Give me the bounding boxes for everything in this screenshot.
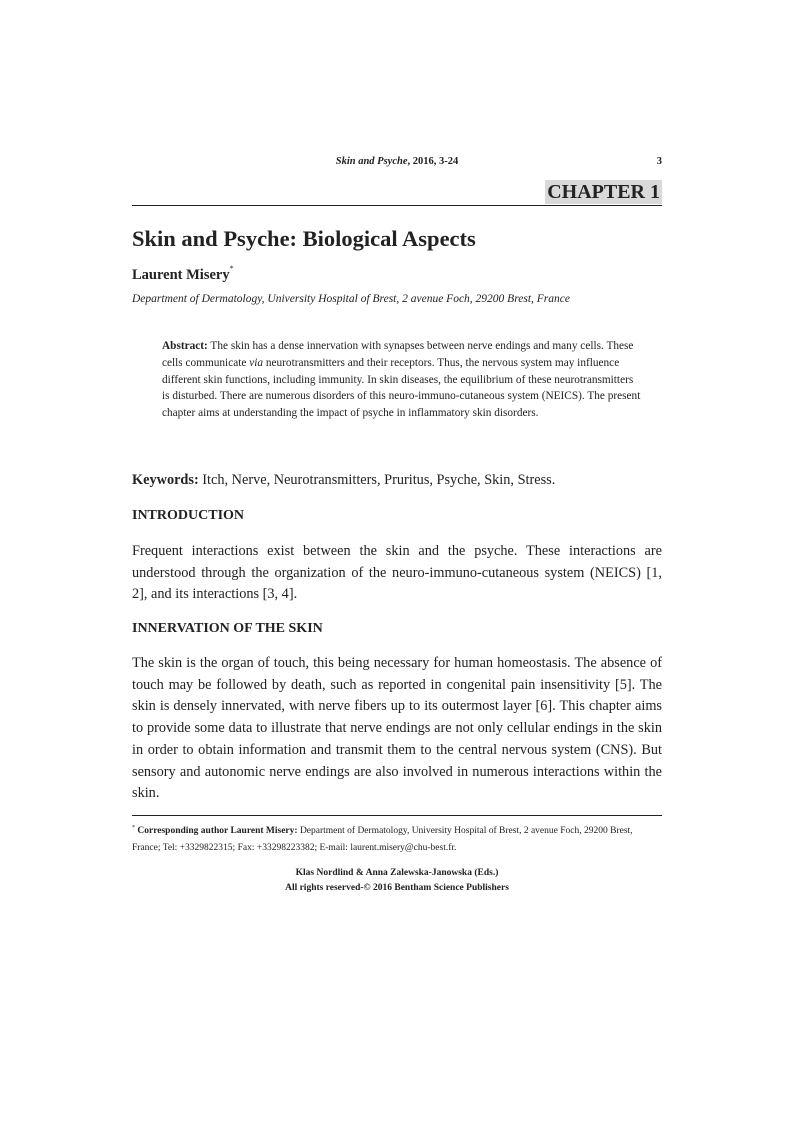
keywords-text: Itch, Nerve, Neurotransmitters, Pruritus, Psyche, Skin, Stress. bbox=[198, 472, 556, 488]
footnote-rule bbox=[132, 815, 662, 816]
section-body-innervation: The skin is the organ of touch, this being necessary for human homeostasis. The absence of touch may be followed by death, such as reported in congenital pain insensitivity [5]. The skin is densely innervated, with nerve fibers up to its outermost layer [6]. This chapter aims to provide some data to illustrate that nerve endings are not only cellular endings in the skin in order to obtain information and transmit them to the central nervous system (CNS). But sensory and autonomic nerve endings are also involved in numerous interactions within the skin. bbox=[132, 655, 662, 802]
footnote-label: Corresponding author Laurent Misery: bbox=[137, 826, 298, 837]
abstract-via: via bbox=[249, 356, 264, 369]
page-number: 3 bbox=[656, 156, 662, 167]
rights-line: All rights reserved-© 2016 Bentham Science Publishers bbox=[285, 883, 509, 893]
chapter-heading bbox=[132, 178, 662, 206]
section-heading-introduction: INTRODUCTION bbox=[132, 508, 245, 523]
abstract-label: Abstract: bbox=[162, 340, 208, 352]
chapter-rule bbox=[132, 205, 662, 206]
journal-year-pages: , 2016, 3-24 bbox=[407, 156, 459, 167]
abstract-text-1: The skin has a dense innervation with synapses between nerve endings and many cells. These cells communicate bbox=[162, 340, 634, 369]
page-title: Skin and Psyche: Biological Aspects bbox=[132, 226, 476, 251]
journal-citation bbox=[132, 156, 662, 167]
abstract bbox=[162, 338, 642, 422]
journal-name: Skin and Psyche bbox=[335, 156, 408, 167]
chapter-label: CHAPTER 1 bbox=[547, 181, 660, 203]
author-footnote-marker: * bbox=[229, 264, 234, 273]
publisher-footer bbox=[132, 866, 662, 896]
footnote-text: Department of Dermatology, University Hospital of Brest, 2 avenue Foch, 29200 Brest, France; Tel: +3329822315; Fax: +33298223382; E-mail: laurent.misery@chu-best.fr. bbox=[132, 826, 633, 853]
author bbox=[132, 266, 234, 284]
section-body-introduction: Frequent interactions exist between the skin and the psyche. These interactions are understood through the organization of the neuro-immuno-cutaneous system (NEICS) [1, 2], and its interactions [3, 4]. bbox=[132, 543, 662, 603]
footnote bbox=[132, 820, 662, 856]
running-head bbox=[132, 156, 662, 172]
section-heading-innervation: INNERVATION OF THE SKIN bbox=[132, 621, 323, 636]
editors-line: Klas Nordlind & Anna Zalewska-Janowska (Eds.) bbox=[295, 868, 499, 878]
author-name: Laurent Misery bbox=[132, 266, 230, 283]
keywords-label: Keywords: bbox=[132, 472, 199, 488]
affiliation: Department of Dermatology, University Hospital of Brest, 2 avenue Foch, 29200 Brest, France bbox=[132, 293, 570, 305]
keywords bbox=[132, 472, 555, 489]
abstract-text-2: neurotransmitters and their receptors. Thus, the nervous system may influence different skin functions, including immunity. In skin diseases, the equilibrium of these neurotransmitters is disturbed. There are numerous disorders of this neuro-immuno-cutaneous system (NEICS). The present chapter aims at understanding the impact of psyche in inflammatory skin disorders. bbox=[162, 356, 641, 420]
footnote-marker: * bbox=[132, 825, 135, 831]
